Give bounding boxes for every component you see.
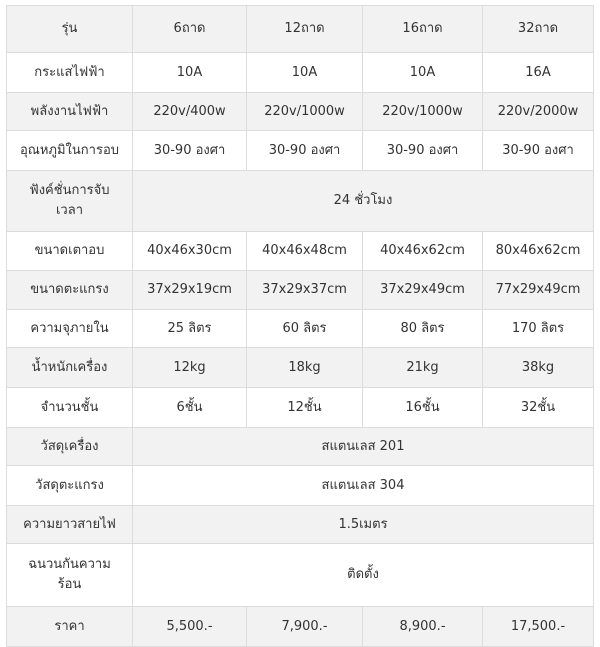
cell: 60 ลิตร [247, 310, 363, 348]
cell: 16A [483, 53, 594, 93]
price-cell: 17,500.- [483, 607, 594, 647]
merged-cell: 24 ชั่วโมง [133, 171, 594, 232]
row-label: จำนวนชั้น [7, 388, 133, 428]
row-current [7, 53, 594, 93]
cell: 170 ลิตร [483, 310, 594, 348]
row-label-line-2: เวลา [55, 203, 83, 218]
merged-cell: สแตนเลส 304 [133, 466, 594, 506]
row-label: อุณหภูมิในการอบ [7, 131, 133, 171]
model-32-tray: 32ถาด [483, 6, 594, 53]
cell: 220v/2000w [483, 93, 594, 131]
row-label: ความยาวสายไฟ [7, 506, 133, 544]
row-temperature [7, 131, 594, 171]
cell: 32ชั้น [483, 388, 594, 428]
row-label-line-1: ฟังค์ชั่นการจับ [29, 183, 110, 198]
row-label-line-2: ร้อน [57, 577, 82, 592]
model-16-tray: 16ถาด [363, 6, 483, 53]
row-label: พลังงานไฟฟ้า [7, 93, 133, 131]
model-6-tray: 6ถาด [133, 6, 247, 53]
row-label: วัสดุเครื่อง [7, 428, 133, 466]
spec-table-container [6, 5, 593, 647]
row-capacity [7, 310, 594, 348]
cell: 77x29x49cm [483, 271, 594, 310]
row-cable-length [7, 506, 594, 544]
row-label: วัสดุตะแกรง [7, 466, 133, 506]
row-weight [7, 348, 594, 388]
cell: 12ชั้น [247, 388, 363, 428]
row-timer [7, 171, 594, 232]
cell: 10A [133, 53, 247, 93]
cell: 10A [247, 53, 363, 93]
row-rack-material [7, 466, 594, 506]
price-cell: 8,900.- [363, 607, 483, 647]
row-body-material [7, 428, 594, 466]
cell: 220v/1000w [247, 93, 363, 131]
cell: 220v/1000w [363, 93, 483, 131]
row-label-line-1: ฉนวนกันความ [28, 557, 111, 572]
row-label: ขนาดตะแกรง [7, 271, 133, 310]
row-label: ขนาดเตาอบ [7, 232, 133, 271]
cell: 40x46x48cm [247, 232, 363, 271]
cell: 40x46x62cm [363, 232, 483, 271]
cell: 38kg [483, 348, 594, 388]
header-row [7, 6, 594, 53]
cell: 37x29x37cm [247, 271, 363, 310]
price-cell: 7,900.- [247, 607, 363, 647]
cell: 18kg [247, 348, 363, 388]
row-power [7, 93, 594, 131]
cell: 25 ลิตร [133, 310, 247, 348]
row-label: ราคา [7, 607, 133, 647]
cell: 80x46x62cm [483, 232, 594, 271]
cell: 30-90 องศา [133, 131, 247, 171]
row-label [7, 171, 133, 232]
merged-cell: 1.5เมตร [133, 506, 594, 544]
cell: 30-90 องศา [483, 131, 594, 171]
price-cell: 5,500.- [133, 607, 247, 647]
row-label: กระแสไฟฟ้า [7, 53, 133, 93]
merged-cell: ติดตั้ง [133, 544, 594, 607]
row-oven-size [7, 232, 594, 271]
spec-table [6, 5, 594, 647]
row-label [7, 544, 133, 607]
row-price [7, 607, 594, 647]
model-12-tray: 12ถาด [247, 6, 363, 53]
header-label: รุ่น [7, 6, 133, 53]
cell: 16ชั้น [363, 388, 483, 428]
cell: 40x46x30cm [133, 232, 247, 271]
cell: 10A [363, 53, 483, 93]
cell: 80 ลิตร [363, 310, 483, 348]
cell: 37x29x19cm [133, 271, 247, 310]
cell: 220v/400w [133, 93, 247, 131]
cell: 21kg [363, 348, 483, 388]
cell: 30-90 องศา [247, 131, 363, 171]
row-layers [7, 388, 594, 428]
cell: 30-90 องศา [363, 131, 483, 171]
cell: 6ชั้น [133, 388, 247, 428]
cell: 12kg [133, 348, 247, 388]
row-label: ความจุภายใน [7, 310, 133, 348]
row-insulation [7, 544, 594, 607]
cell: 37x29x49cm [363, 271, 483, 310]
merged-cell: สแตนเลส 201 [133, 428, 594, 466]
row-label: น้ำหนักเครื่อง [7, 348, 133, 388]
row-rack-size [7, 271, 594, 310]
